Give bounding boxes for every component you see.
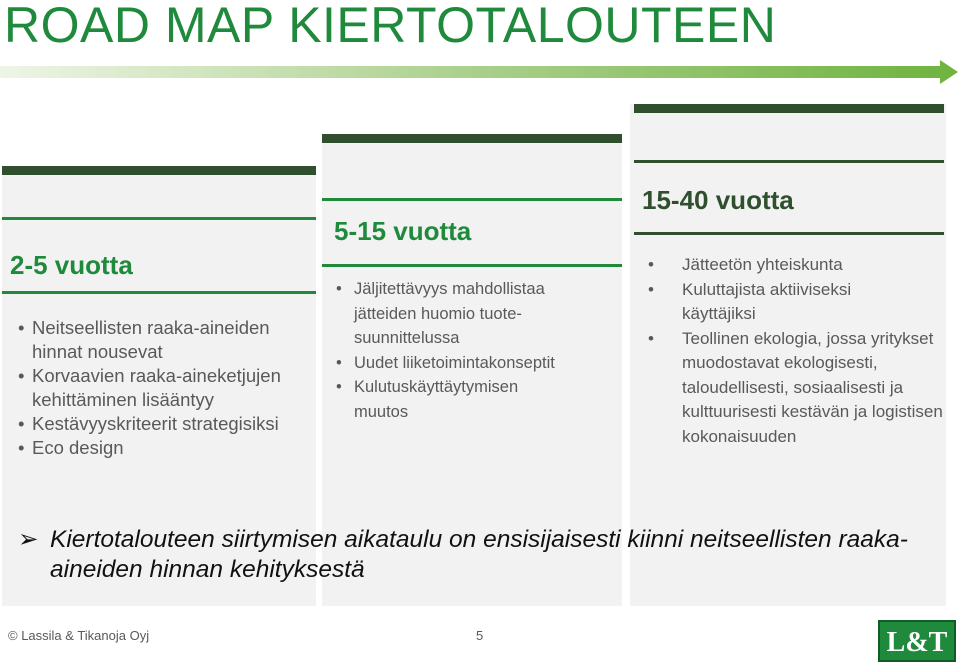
conclusion-text: Kiertotalouteen siirtymisen aikataulu on ensisijaisesti kiinni neitseellisten raaka-aineiden hinnan kehityksestä [50, 526, 908, 583]
list-item: • Jäljitettävyys mahdollistaa jätteiden huomio tuote-suunnittelussa [336, 277, 598, 351]
column-1-divider-lower [2, 291, 316, 294]
period-heading-2: 5-15 vuotta [334, 216, 472, 246]
list-item: • Teollinen ekologia, jossa yritykset muodostavat ekologisesti, taloudellisesti, sosiaalisesti ja kulttuurisesti kestävän ja logistisen kokonaisuuden [646, 327, 944, 450]
timeline-arrow [0, 60, 960, 84]
column-2-divider [322, 198, 622, 201]
column-2-bullets [336, 277, 598, 424]
column-2-top-bar [322, 134, 622, 143]
footer-copyright: © Lassila & Tikanoja Oyj [8, 628, 150, 643]
column-3-divider [634, 160, 944, 163]
column-3-top-bar [634, 104, 944, 113]
list-item: • Jätteetön yhteiskunta [646, 253, 944, 278]
list-item: • Uudet liiketoimintakonseptit [336, 351, 598, 376]
period-heading-1: 2-5 vuotta [10, 250, 133, 280]
column-2-divider-lower [322, 264, 622, 267]
column-3-divider-lower [634, 232, 944, 235]
list-item: • Kuluttajista aktiiviseksi käyttäjiksi [646, 278, 912, 327]
list-item: • Neitseellisten raaka-aineiden hinnat nousevat [18, 316, 308, 364]
column-1-top-bar [2, 166, 316, 175]
conclusion [18, 525, 918, 585]
list-item: • Korvaavien raaka-aineketjujen kehittäminen lisääntyy [18, 364, 308, 412]
period-heading-3: 15-40 vuotta [642, 185, 794, 215]
list-item: • Kulutuskäyttäytymisen muutos [336, 375, 554, 424]
list-item: • Eco design [18, 436, 308, 460]
column-3-bullets [646, 253, 944, 449]
column-1-divider [2, 217, 316, 220]
column-1-bullets [18, 316, 308, 460]
company-logo: L&T [878, 620, 956, 662]
page-number: 5 [476, 628, 484, 643]
list-item: • Kestävyyskriteerit strategisiksi [18, 412, 308, 436]
page-title: ROAD MAP KIERTOTALOUTEEN [4, 0, 777, 53]
arrow-bullet-icon: ➢ [18, 526, 39, 553]
